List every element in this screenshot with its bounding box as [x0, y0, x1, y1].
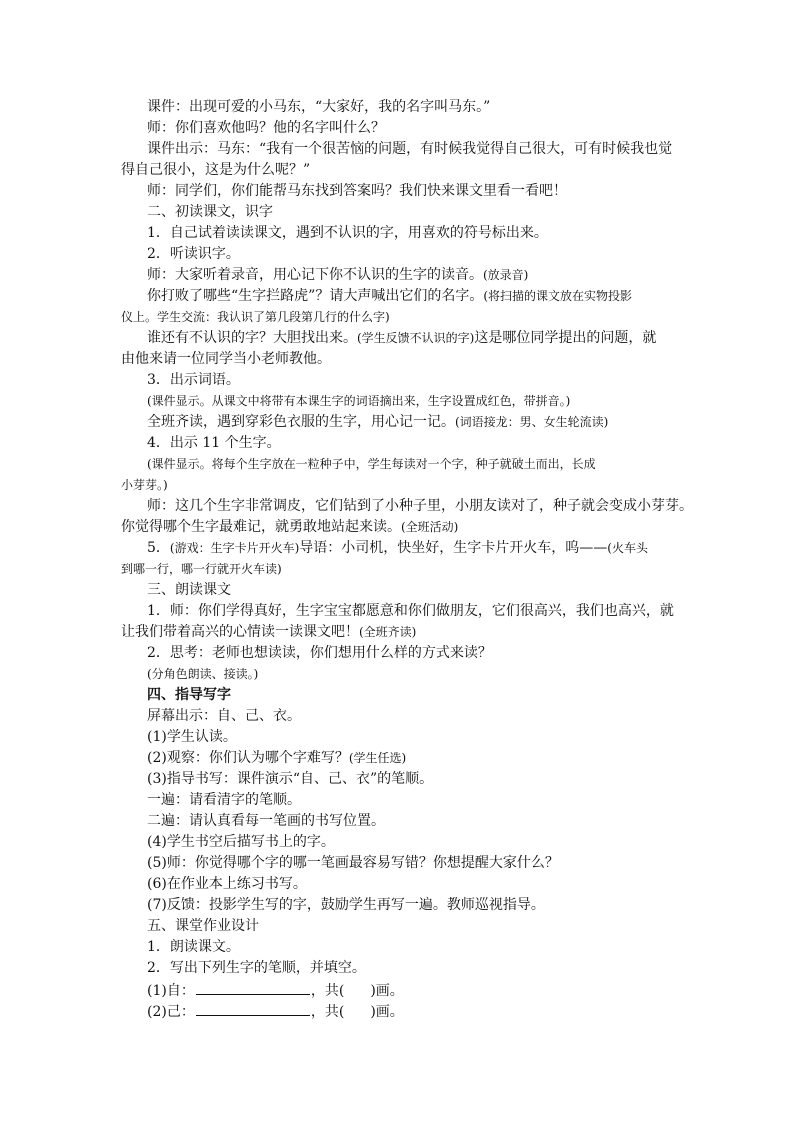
note-line: (分角色朗读、接读。) [147, 667, 259, 681]
text-span: ，共( [310, 983, 345, 999]
text-line [121, 517, 684, 538]
text-span: (2)观察：你们认为哪个字难写？ [147, 750, 349, 766]
text-line: 1．朗读课文。 [147, 939, 240, 955]
note-span: (将扫描的课文放在实物投影 [483, 289, 633, 303]
note-line: 到哪一行，哪一行就开火车读) [121, 562, 282, 576]
text-line: 2．听读识字。 [147, 246, 240, 262]
text-line [147, 538, 684, 559]
text-line [147, 265, 684, 286]
exercise-line [147, 1000, 684, 1023]
note-span: (全班齐读) [359, 625, 417, 639]
text-line: 课件：出现可爱的小马东，“大家好，我的名字叫马东。” [147, 99, 491, 115]
answer-blank[interactable] [196, 1000, 310, 1016]
text-span: 你觉得哪个生字最难记，就勇敢地站起来读。 [121, 519, 401, 535]
text-line: 4．出示 11 个生字。 [147, 435, 281, 451]
text-line: (3)指导书写：课件演示“自、己、衣”的笔顺。 [147, 771, 434, 787]
text-line [147, 286, 684, 307]
text-span: )画。 [370, 983, 404, 999]
note-line: (课件显示。从课文中将带有本课生字的词语摘出来，生字设置成红色，带拼音。) [147, 394, 571, 408]
text-span: (1)自： [147, 983, 195, 999]
note-span: (学生反馈不认识的字) [357, 331, 475, 345]
note-line: 小芽芽。) [121, 478, 168, 492]
text-line [147, 412, 684, 433]
text-line: 3．出示词语。 [147, 372, 240, 388]
note-span: (学生任选) [348, 751, 407, 765]
text-line: 师：这几个生字非常调皮，它们钻到了小种子里，小朋友读对了，种子就会变成小芽芽。 [147, 498, 693, 514]
text-span: 让我们带着高兴的心情读一读课文吧！ [121, 624, 359, 640]
text-span: (2)己： [147, 1004, 195, 1020]
note-span: (词语接龙：男、女生轮流读) [455, 415, 609, 429]
text-line: 二遍：请认真看每一笔画的书写位置。 [147, 813, 385, 829]
note-span: (火车头 [607, 541, 648, 555]
text-span: 5． [147, 540, 170, 556]
text-span: 你打败了哪些“生字拦路虎”？请大声喊出它们的名字。 [147, 288, 484, 304]
note-span: (游戏：生字卡片开火车) [169, 541, 300, 555]
answer-blank[interactable] [196, 979, 310, 995]
text-span: ，共( [310, 1004, 345, 1020]
note-span: (全班活动) [401, 520, 459, 534]
note-span: (放录音) [483, 268, 529, 282]
text-line: 2．思考：老师也想读读，你们想用什么样的方式来读？ [147, 645, 492, 661]
text-line: 1．自己试着读读课文，遇到不认识的字，用喜欢的符号标出来。 [147, 225, 548, 241]
text-line: (1)学生认读。 [147, 729, 237, 745]
note-line: (课件显示。将每个生字放在一粒种子中，学生每读对一个字，种子就破土而出，长成 [147, 457, 596, 471]
section-heading: 三、朗读课文 [147, 582, 231, 598]
text-line: 课件出示：马东：“我有一个很苦恼的问题，有时候我觉得自己很大，可有时候我也觉 [147, 141, 673, 157]
text-span: 谁还有不认识的字？大胆找出来。 [147, 330, 357, 346]
note-line: 仪上。学生交流：我认识了第几段第几行的什么字) [121, 310, 390, 324]
text-line: (6)在作业本上练习书写。 [147, 876, 307, 892]
text-line: 一遍：请看清字的笔顺。 [147, 792, 301, 808]
text-span: 全班齐读，遇到穿彩色衣服的生字，用心记一记。 [147, 414, 455, 430]
text-line: (7)反馈：投影学生写的字，鼓励学生再写一遍。教师巡视指导。 [147, 897, 545, 913]
text-line: 得自己很小，这是为什么呢？” [121, 162, 311, 178]
text-line: 由他来请一位同学当小老师教他。 [121, 351, 331, 367]
text-line: 2．写出下列生字的笔顺，并填空。 [147, 960, 366, 976]
section-heading: 二、初读课文，识字 [147, 204, 273, 220]
text-span: 导语：小司机，快坐好，生字卡片开火车，呜—— [299, 540, 608, 556]
text-line [147, 748, 684, 769]
text-line: (5)师：你觉得哪个字的哪一笔画最容易写错？你想提醒大家什么？ [147, 855, 559, 871]
text-line: 师：同学们，你们能帮马东找到答案吗？我们快来课文里看一看吧！ [147, 183, 567, 199]
section-heading: 四、指导写字 [147, 687, 231, 703]
text-line: 屏幕出示：自、己、衣。 [147, 708, 301, 724]
text-line [121, 622, 684, 643]
section-heading: 五、课堂作业设计 [147, 918, 259, 934]
text-line: (4)学生书空后描写书上的字。 [147, 834, 335, 850]
text-span: )画。 [370, 1004, 404, 1020]
text-line: 1．师：你们学得真好，生字宝宝都愿意和你们做朋友，它们很高兴，我们也高兴，就 [147, 603, 674, 619]
text-line: 师：你们喜欢他吗？他的名字叫什么？ [147, 120, 385, 136]
text-span: 师：大家听着录音，用心记下你不认识的生字的读音。 [147, 267, 483, 283]
text-line [147, 328, 684, 349]
exercise-line [147, 979, 684, 1002]
text-span: 这是哪位同学提出的问题，就 [474, 330, 657, 346]
